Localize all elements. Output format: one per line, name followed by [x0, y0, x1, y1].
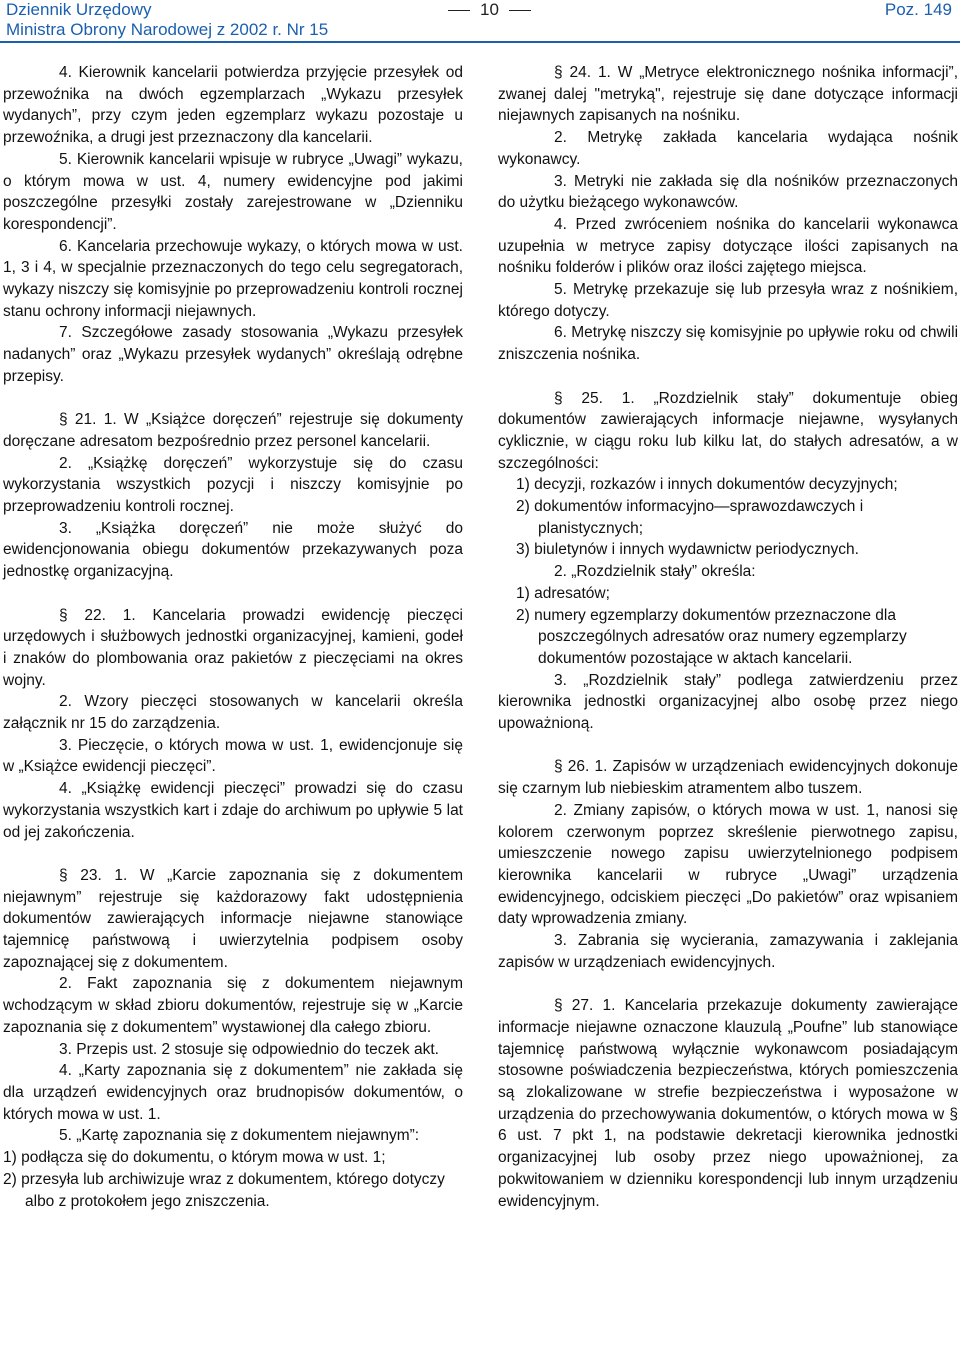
journal-title: Dziennik Urzędowy — [6, 0, 152, 19]
paragraph: 2. Metrykę zakłada kancelaria wydająca nośnik wykonawcy. — [498, 129, 958, 168]
paragraph: 4. Kierownik kancelarii potwierdza przyjęcie przesyłek od przewoźnika na dwóch egzemplarzach „Wykazu przesyłek wydanych”, przy czym jeden egzemplarz wykazu pozostaje u przewoźnika, a drugi jest przeznaczony dla kancelarii. — [3, 64, 463, 147]
list-item: 2) przesyła lub archiwizuje wraz z dokumentem, którego dotyczy albo z protokołem jego zniszczenia. — [3, 1170, 445, 1210]
paragraph: 2. „Rozdzielnik stały” określa: — [554, 563, 756, 581]
paragraph: 6. Metrykę niszczy się komisyjnie po upływie roku od chwili zniszczenia nośnika. — [498, 324, 959, 364]
paragraph: 2. Fakt zapoznania się z dokumentem niejawnym wchodzącym w skład zbioru dokumentów, rejestruje się w „Karcie zapoznania się z dokumentem” wystawionej dla całego zbioru. — [3, 975, 463, 1036]
page-header — [0, 0, 960, 44]
paragraph: 3. Przepis ust. 2 stosuje się odpowiednio do teczek akt. — [59, 1040, 439, 1058]
list-item: 2) numery egzemplarzy dokumentów przeznaczone dla poszczególnych adresatów oraz numery egzemplarzy dokumentów pozostające w aktach kancelarii. — [516, 606, 907, 667]
paragraph: 5. Kierownik kancelarii wpisuje w rubryce „Uwagi” wykazu, o którym mowa w ust. 4, numery ewidencyjne pod jakimi poszczególne przesyłki zostały zarejestrowane w „Dzienniku korespondencji”. — [3, 150, 463, 233]
paragraph: 3. Pieczęcie, o których mowa w ust. 1, ewidencjonuje się w „Książce ewidencji pieczęci”. — [3, 736, 463, 776]
paragraph: 5. „Kartę zapoznania się z dokumentem niejawnym”: — [59, 1127, 420, 1145]
dash-left — [448, 10, 470, 11]
paragraph: 3. Zabrania się wycierania, zamazywania i zaklejania zapisów w urządzeniach ewidencyjnych. — [498, 932, 958, 971]
page-number: 10 — [480, 0, 499, 19]
list-item: 1) decyzji, rozkazów i innych dokumentów decyzyjnych; — [516, 476, 898, 494]
header-rule — [0, 41, 960, 43]
page-number-line — [438, 0, 541, 20]
paragraph: 4. Przed zwróceniem nośnika do kancelarii wykonawca uzupełnia w metryce zapisy dotyczące ilości zapisanych na nośniku folderów i plików oraz ilości zajętego miejsca. — [498, 215, 958, 277]
paragraph: 2. „Książkę doręczeń” wykorzystuje się do czasu wykorzystania wszystkich pozycji i niszczy komisyjnie po przeprowadzeniu kontroli rocznej. — [3, 454, 463, 516]
dash-right — [509, 10, 531, 11]
paragraph: 3. „Książka doręczeń” nie może służyć do ewidencjonowania obiegu dokumentów przekazywanych poza jednostkę organizacyjną. — [3, 519, 463, 581]
paragraph: 4. „Karty zapoznania się z dokumentem” nie zakłada się dla urządzeń ewidencyjnych oraz brudnopisów dokumentów, o których mowa w ust. 1. — [3, 1062, 463, 1123]
paragraph: 7. Szczegółowe zasady stosowania „Wykazu przesyłek nadanych” oraz „Wykazu przesyłek wydanych” określają odrębne przepisy. — [3, 324, 463, 385]
paragraph: 2. Zmiany zapisów, o których mowa w ust. 1, nanosi się kolorem czerwonym poprzez skreślenie pierwotnego zapisu, umieszczenie nowego zapisu uwierzytelnionego podpisem kierownika kancelarii w rubryce „Uwagi” urządzenia ewidencyjnego, odciskiem pieczęci „Do pakietów” oraz wpisaniem daty wprowadzenia zmiany. — [498, 801, 958, 928]
list-item: 1) podłącza się do dokumentu, o którym mowa w ust. 1; — [3, 1149, 386, 1167]
paragraph: 4. „Książkę ewidencji pieczęci” prowadzi się do czasu wykorzystania wszystkich kart i zdaje do archiwum po upływie 5 lat od jej zakończenia. — [3, 780, 463, 841]
section-paragraph: § 21. 1. W „Książce doręczeń” rejestruje się dokumenty doręczane adresatom bezpośrednio przez personel kancelarii. — [3, 411, 463, 450]
list-item: 2) dokumentów informacyjno—sprawozdawczych i planistycznych; — [516, 498, 864, 537]
paragraph: 3. „Rozdzielnik stały” podlega zatwierdzeniu przez kierownika jednostki organizacyjnej albo osobę przez niego upoważnioną. — [498, 671, 958, 733]
paragraph: 2. Wzory pieczęci stosowanych w kancelarii określa załącznik nr 15 do zarządzenia. — [3, 693, 463, 733]
paragraph: 5. Metrykę przekazuje się lub przesyła wraz z nośnikiem, którego dotyczy. — [498, 281, 958, 320]
list-item: 3) biuletynów i innych wydawnictw periodycznych. — [516, 541, 859, 559]
section-paragraph: § 23. 1. W „Karcie zapoznania się z dokumentem niejawnym” rejestruje się każdorazowy fakt udostępnienia dokumentów zawierających informacje niejawne stanowiące tajemnicę państwową i uwierzytelnia podpisem osoby zapoznającej się z dokumentem. — [3, 866, 463, 971]
section-paragraph: § 27. 1. Kancelaria przekazuje dokumenty zawierające informacje niejawne oznaczone klauzulą „Poufne” lub stanowiące tajemnicę państwową wyłącznie wykonawcom posiadającym stosowne poświadczenia bezpieczeństwa, których pomieszczenia są zlokalizowane w strefie bezpieczeństwa i wyposażone w urządzenia do przechowywania dokumentów, o których mowa w § 6 ust. 7 pkt 1, na podstawie dekretacji kierownika jednostki organizacyjnej lub osoby przez niego upoważnionej, za pokwitowaniem w dzienniku korespondencji lub innym urządzeniu ewidencyjnym. — [498, 997, 958, 1210]
section-paragraph: § 26. 1. Zapisów w urządzeniach ewidencyjnych dokonuje się czarnym lub niebieskim atramentem albo tuszem. — [498, 758, 958, 798]
position-label: Poz. 149 — [884, 0, 952, 19]
section-paragraph: § 22. 1. Kancelaria prowadzi ewidencję pieczęci urzędowych i służbowych jednostki organizacyjnej, kamieni, godeł i znaków do plombowania oraz pakietów z pieczęciami na okres wojny. — [3, 606, 463, 689]
paragraph: 3. Metryki nie zakłada się dla nośników przeznaczonych do użytku bieżącego wykonawców. — [498, 172, 958, 212]
paragraph: 6. Kancelaria przechowuje wykazy, o których mowa w ust. 1, 3 i 4, w specjalnie przeznaczonych do tego celu segregatorach, wykazy niszczy się komisyjnie po przeprowadzeniu kontroli rocznej stanu ochrony informacji niejawnych. — [3, 237, 463, 320]
paragraph: § 24. 1. W „Metryce elektronicznego nośnika informacji”, zwanej dalej "metryką", rejestruje się dane dotyczące informacji niejawnych zapisanych na nośniku. — [498, 64, 958, 125]
section-paragraph: § 25. 1. „Rozdzielnik stały” dokumentuje obieg dokumentów zawierających informacje niejawne, wysyłanych cyklicznie, w ciągu roku lub kilku lat, do stałych adresatów, a w szczególności: — [498, 389, 958, 472]
ministry-line: Ministra Obrony Narodowej z 2002 r. Nr 15 — [6, 20, 329, 39]
right-column — [498, 62, 958, 1212]
list-item: 1) adresatów; — [516, 584, 610, 602]
left-column — [3, 62, 463, 1212]
